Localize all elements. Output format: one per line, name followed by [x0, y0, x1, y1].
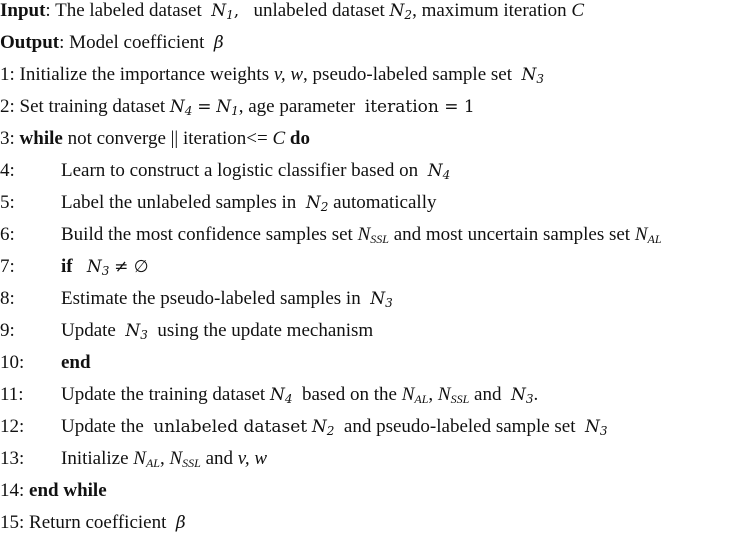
output-line: [0, 32, 224, 64]
line-text: and pseudo-labeled sample set: [343, 416, 576, 437]
output-beta: β: [213, 33, 224, 53]
line-body: [61, 192, 436, 214]
input-n1: $N_1$: [211, 1, 234, 22]
line-body: [61, 256, 149, 278]
algo-line-6: [0, 224, 662, 256]
line-nssl: $N_{SSL}$: [437, 384, 470, 406]
keyword-while: while: [19, 128, 63, 149]
line-body: [61, 288, 393, 310]
input-c: C: [571, 0, 585, 21]
input-text-3: , maximum iteration: [412, 0, 567, 21]
line-number: 3:: [0, 128, 15, 149]
line-vw: v, w: [273, 64, 304, 85]
line-number: 7:: [0, 256, 15, 277]
line-number: 6:: [0, 224, 15, 245]
line-n2: $N_2$: [311, 417, 335, 438]
keyword-end: end: [61, 352, 91, 373]
line-n3: $N_3$: [86, 257, 110, 278]
algo-line-3: [0, 128, 310, 160]
line-text: Build the most confidence samples set: [61, 224, 353, 245]
keyword-if: if: [61, 256, 73, 277]
line-text: Update: [61, 320, 116, 341]
line-eq: =: [197, 97, 212, 117]
line-n3: $N_3$: [125, 321, 148, 342]
line-neq-empty: ≠ ∅: [114, 257, 149, 277]
line-text: Return coefficient: [29, 512, 167, 533]
line-number: 10:: [0, 352, 25, 373]
line-text: automatically: [333, 192, 437, 213]
line-number: 2:: [0, 96, 15, 117]
input-comma: ,: [233, 1, 240, 21]
line-text: and most uncertain samples set: [393, 224, 631, 245]
line-text: Set training dataset: [19, 96, 166, 117]
line-body: [61, 384, 538, 406]
algo-line-9: [0, 320, 374, 352]
line-number: 9:: [0, 320, 15, 341]
line-body: [61, 224, 662, 246]
input-label: Input: [0, 0, 46, 21]
line-number: 5:: [0, 192, 15, 213]
output-label: Output: [0, 32, 60, 53]
line-text: Update the training dataset: [61, 384, 266, 405]
line-body: [61, 448, 267, 470]
line-n4: $N_4$: [269, 385, 293, 406]
line-n3: $N_3$: [510, 385, 534, 406]
line-body: [61, 416, 608, 438]
line-text: and: [205, 448, 234, 469]
line-body: [61, 160, 450, 182]
algo-line-11: [0, 384, 539, 416]
line-text: Label the unlabeled samples in: [61, 192, 297, 213]
line-text: based on the: [301, 384, 397, 405]
algo-line-14: [0, 480, 107, 512]
input-n2: $N_2$: [389, 1, 413, 22]
line-text: Learn to construct a logistic classifier based on: [61, 160, 419, 181]
line-nal: $N_{AL}$: [634, 224, 662, 246]
line-n3: $N_3$: [370, 289, 393, 310]
algo-line-1: [0, 64, 544, 96]
input-text-1: : The labeled dataset: [45, 0, 202, 21]
line-nssl: $N_{SSL}$: [357, 224, 389, 246]
line-comma: ,: [428, 384, 434, 405]
keyword-end-while: end while: [29, 480, 107, 501]
line-beta: β: [175, 513, 186, 533]
line-number: 15:: [0, 512, 25, 533]
line-n4: $N_4$: [169, 97, 193, 118]
algo-line-4: [0, 160, 451, 192]
line-text: using the update mechanism: [157, 320, 374, 341]
algo-line-7: [0, 256, 149, 288]
algo-line-15: [0, 512, 186, 544]
line-comma: ,: [159, 448, 165, 469]
line-period: .: [533, 384, 539, 405]
line-number: 11:: [0, 384, 24, 405]
line-iteration: iteration = 1: [364, 97, 475, 117]
line-text: Update the: [61, 416, 144, 437]
line-text: not converge || iteration<=: [67, 128, 268, 149]
line-body: [61, 320, 373, 342]
output-text: : Model coefficient: [59, 32, 205, 53]
line-number: 1:: [0, 64, 15, 85]
algo-line-5: [0, 192, 437, 224]
line-body: [61, 352, 91, 374]
algo-line-10: [0, 352, 91, 384]
line-text: , age parameter: [238, 96, 356, 117]
algo-line-12: [0, 416, 608, 448]
line-text-math: unlabeled dataset: [153, 417, 308, 437]
algo-line-8: [0, 288, 393, 320]
line-n3: $N_3$: [521, 65, 544, 86]
algo-line-13: [0, 448, 267, 480]
line-text: Initialize: [61, 448, 129, 469]
line-text: Estimate the pseudo-labeled samples in: [61, 288, 361, 309]
line-nal: $N_{AL}$: [401, 384, 429, 406]
line-n1: $N_1$: [216, 97, 239, 118]
line-number: 13:: [0, 448, 25, 469]
line-nal: $N_{AL}$: [133, 448, 160, 470]
line-text: Initialize the importance weights: [19, 64, 270, 85]
keyword-do: do: [289, 128, 310, 149]
line-number: 14:: [0, 480, 25, 501]
line-number: 12:: [0, 416, 25, 437]
line-c: C: [272, 128, 286, 149]
line-text: , pseudo-labeled sample set: [303, 64, 512, 85]
input-text-2: unlabeled dataset: [253, 0, 385, 21]
line-n4: $N_4$: [427, 161, 451, 182]
line-number: 8:: [0, 288, 15, 309]
algo-line-2: [0, 96, 475, 128]
line-vw: v, w: [237, 448, 267, 469]
line-number: 4:: [0, 160, 15, 181]
line-n3: $N_3$: [585, 417, 608, 438]
line-n2: $N_2$: [305, 193, 329, 214]
input-line: [0, 0, 584, 32]
line-text: and: [474, 384, 502, 405]
line-nssl: $N_{SSL}$: [169, 448, 201, 470]
